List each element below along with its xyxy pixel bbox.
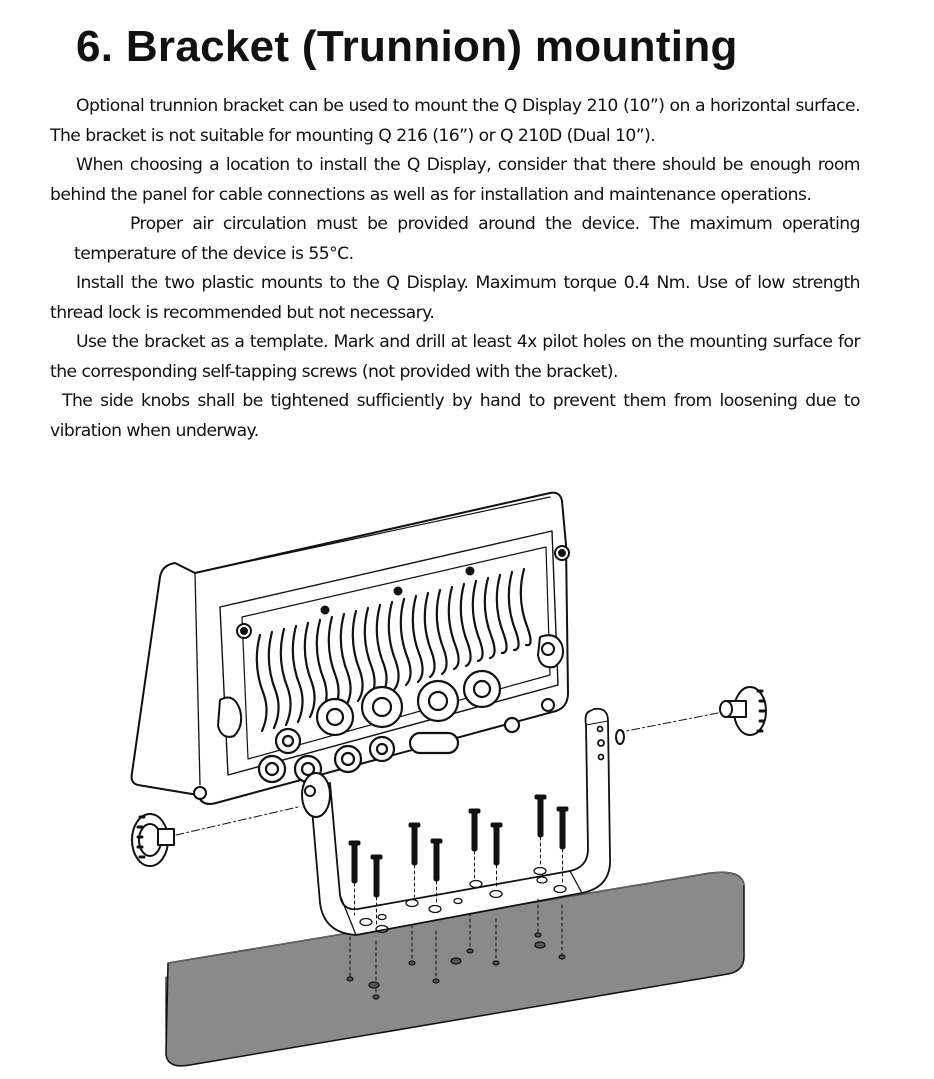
left-knob (132, 807, 298, 866)
paragraph-side-knobs: The side knobs shall be tightened sufficiently by hand to prevent them from loosening due to vibration when underway. (50, 391, 860, 441)
right-knob (616, 687, 766, 744)
left-plastic-mount (302, 773, 330, 817)
paragraph-template: Use the bracket as a template. Mark and drill at least 4x pilot holes on the mounting surface for the corresponding self-tapping screws (not provided with the bracket). (50, 332, 860, 382)
instructions-body (50, 92, 860, 446)
q-display-unit (132, 493, 569, 804)
paragraph-plastic-mounts: Install the two plastic mounts to the Q Display. Maximum torque 0.4 Nm. Use of low strength thread lock is recommended but not necessary. (50, 273, 860, 323)
bracket-mounting-illustration (120, 485, 800, 1075)
paragraph-air-circulation: Proper air circulation must be provided around the device. The maximum operating temperature of the device is 55°C. (74, 214, 860, 264)
page-title: 6. Bracket (Trunnion) mounting (76, 22, 738, 71)
paragraph-compatibility: Optional trunnion bracket can be used to mount the Q Display 210 (10”) on a horizontal surface. The bracket is not suitable for mounting Q 216 (16”) or Q 210D (Dual 10”). (50, 96, 860, 146)
paragraph-location: When choosing a location to install the Q Display, consider that there should be enough room behind the panel for cable connections as well as for installation and maintenance operations. (50, 155, 860, 205)
